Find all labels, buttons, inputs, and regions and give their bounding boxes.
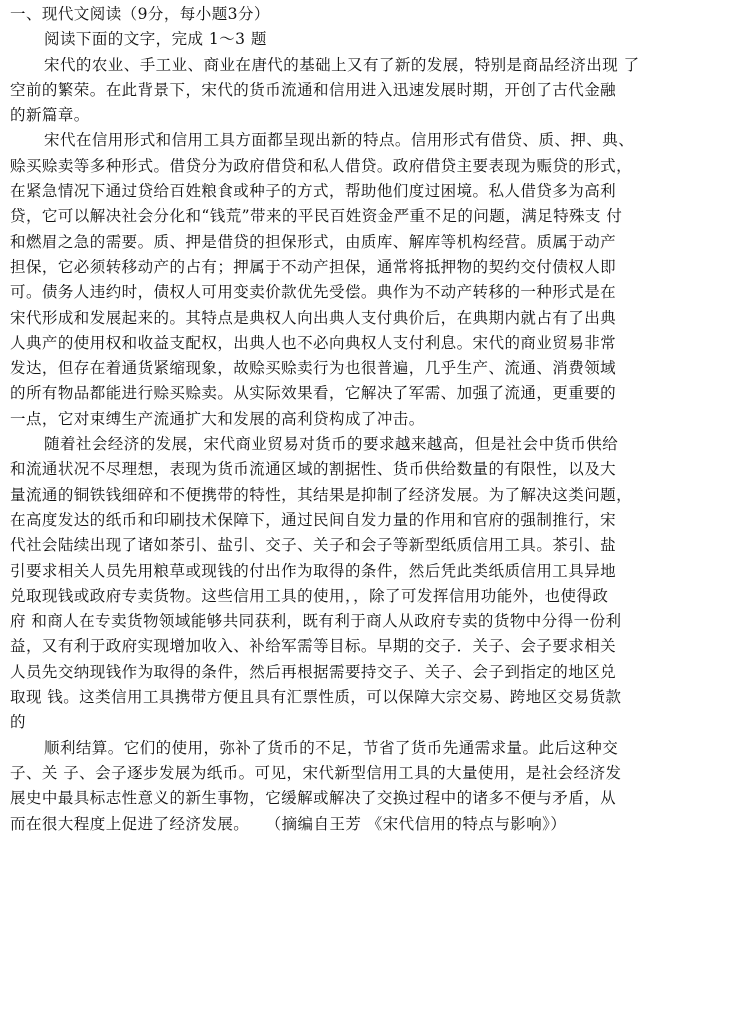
passage-line: 担保，它必须转移动产的占有；押属于不动产担保，通常将抵押物的契约交付债权人即 bbox=[10, 257, 617, 276]
passage-line: 取现 钱。这类信用工具携带方便且具有汇票性质，可以保障大宗交易、跨地区交易货款 bbox=[10, 688, 622, 707]
section-title: 一、现代文阅读（9分，每小题3分） bbox=[10, 5, 270, 23]
passage-line: 贷，它可以解决社会分化和“钱荒”带来的平民百姓资金严重不足的问题，满足特殊支 付 bbox=[10, 207, 623, 226]
passage-line: 人典产的使用权和收益支配权，出典人也不必向典权人支付利息。宋代的商业贸易非常 bbox=[10, 333, 617, 352]
passage-line: 赊买赊卖等多种形式。借贷分为政府借贷和私人借贷。政府借贷主要表现为赈贷的形式， bbox=[10, 156, 633, 175]
passage-line: 宋代在信用形式和信用工具方面都呈现出新的特点。信用形式有借贷、质、押、典、 bbox=[44, 131, 635, 150]
passage-line: 人员先交纳现钱作为取得的条件，然后再根据需要持交子、关子、会子到指定的地区兑 bbox=[10, 662, 617, 681]
passage-line: 兑取现钱或政府专卖货物。这些信用工具的使用，，除了可发挥信用功能外，也使得政 bbox=[10, 586, 609, 605]
passage-line: 宋代的农业、手工业、商业在唐代的基础上又有了新的发展，特别是商品经济出现 了 bbox=[44, 55, 640, 74]
passage-line: 发达，但存在着通货紧缩现象，故赊买赊卖行为也很普遍，几乎生产、流通、消费领域 bbox=[10, 359, 617, 378]
instruction: 阅读下面的文字，完成 1～3 题 bbox=[44, 30, 267, 49]
passage-line: 顺利结算。它们的使用，弥补了货币的不足，节省了货币先通需求量。此后这种交 bbox=[44, 738, 619, 757]
passage-line: 引要求相关人员先用粮草或现钱的付出作为取得的条件，然后凭此类纸质信用工具异地 bbox=[10, 561, 617, 580]
passage-line: 代社会陆续出现了诸如茶引、盐引、交子、关子和会子等新型纸质信用工具。茶引、盐 bbox=[10, 536, 617, 555]
passage-line: 空前的繁荣。在此背景下，宋代的货币流通和信用进入迅速发展时期，开创了古代金融 bbox=[10, 80, 617, 99]
passage-line: 量流通的铜铁钱细碎和不便携带的特性，其结果是抑制了经济发展。为了解决这类问题， bbox=[10, 485, 633, 504]
passage-line: 的所有物品都能进行赊买赊卖。从实际效果看，它解决了军需、加强了流通，更重要的 bbox=[10, 384, 617, 403]
passage-line: 和流通状况不尽理想，表现为货币流通区域的割据性、货币供给数量的有限性，以及大 bbox=[10, 460, 617, 479]
passage-line: 益，又有利于政府实现增加收入、补给军需等目标。早期的交子．关子、会子要求相关 bbox=[10, 637, 617, 656]
passage-line: 在高度发达的纸币和印刷技术保障下，通过民间自发力量的作用和官府的强制推行，宋 bbox=[10, 510, 617, 529]
passage-line: 在紧急情况下通过贷给百姓粮食或种子的方式，帮助他们度过困境。私人借贷多为高利 bbox=[10, 182, 617, 201]
passage-line: 可。债务人违约时，债权人可用变卖价款优先受偿。典作为不动产转移的一种形式是在 bbox=[10, 283, 617, 302]
passage-line: 子、关 子、会子逐步发展为纸币。可见，宋代新型信用工具的大量使用，是社会经济发 bbox=[10, 763, 622, 782]
passage-line: 宋代形成和发展起来的。其特点是典权人向出典人支付典价后，在典期内就占有了出典 bbox=[10, 308, 617, 327]
passage-line: 的新篇章。 bbox=[10, 106, 90, 125]
passage-line: 随着社会经济的发展，宋代商业贸易对货币的要求越来越高，但是社会中货币供给 bbox=[44, 435, 619, 454]
passage-line: 和燃眉之急的需要。质、押是借贷的担保形式，由质库、解库等机构经营。质属于动产 bbox=[10, 232, 617, 251]
passage-line: 展史中最具标志性意义的新生事物，它缓解或解决了交换过程中的诸多不便与矛盾，从 bbox=[10, 789, 617, 808]
passage-line: 而在很大程度上促进了经济发展。 （摘编自王芳 《宋代信用的特点与影响》） bbox=[10, 814, 567, 833]
passage-line: 的 bbox=[10, 713, 26, 732]
passage-line: 府 和商人在专卖货物领域能够共同获利，既有利于商人从政府专卖的货物中分得一份利 bbox=[10, 612, 622, 631]
passage-line: 一点，它对束缚生产流通扩大和发展的高利贷构成了冲击。 bbox=[10, 409, 425, 428]
